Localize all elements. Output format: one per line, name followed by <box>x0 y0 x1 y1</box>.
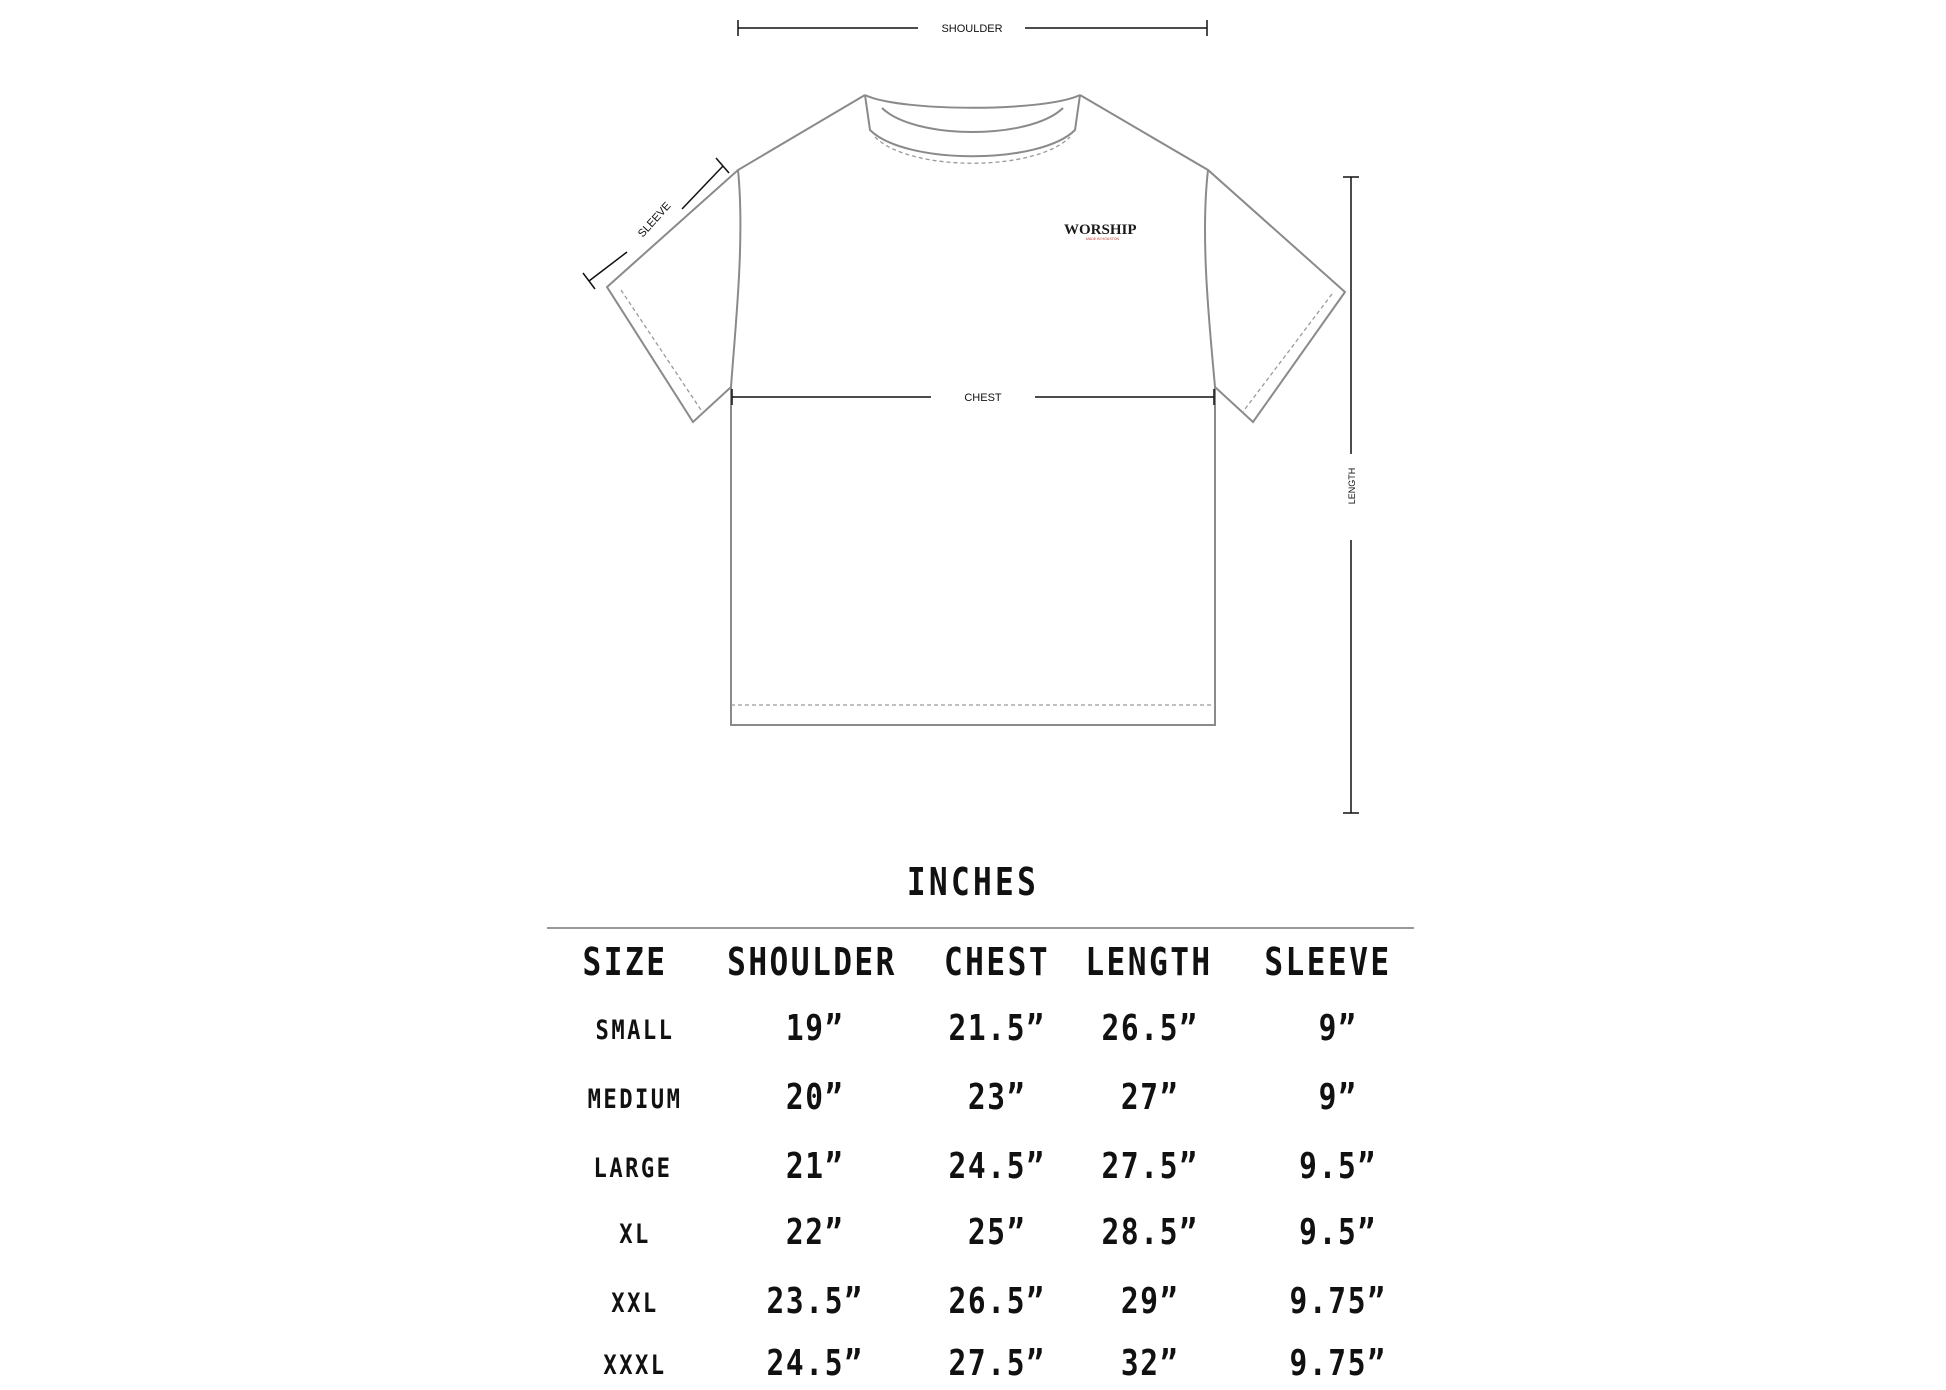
row-chest: 25” <box>967 1212 1027 1253</box>
header-sleeve: SLEEVE <box>1264 940 1392 984</box>
row-chest: 23” <box>967 1077 1027 1118</box>
row-sleeve: 9” <box>1318 1077 1358 1118</box>
row-sleeve: 9” <box>1318 1008 1358 1049</box>
table-divider <box>547 927 1414 929</box>
row-length: 32” <box>1120 1343 1180 1384</box>
length-label: LENGTH <box>1347 467 1357 505</box>
tshirt-outline <box>607 95 1345 725</box>
chest-label: CHEST <box>964 392 1002 404</box>
row-length: 28.5” <box>1101 1212 1199 1253</box>
row-chest: 24.5” <box>948 1146 1046 1187</box>
header-length: LENGTH <box>1085 940 1213 984</box>
row-shoulder: 20” <box>785 1077 845 1118</box>
unit-title: INCHES <box>906 860 1040 904</box>
logo-text: WORSHIP <box>1064 222 1137 238</box>
sleeve-label: SLEEVE <box>635 200 674 240</box>
row-shoulder: 23.5” <box>766 1281 864 1322</box>
header-chest: CHEST <box>943 940 1051 984</box>
row-size: SMALL <box>595 1015 675 1046</box>
row-size: XXL <box>611 1288 659 1319</box>
row-size: XL <box>619 1219 651 1250</box>
row-shoulder: 21” <box>785 1146 845 1187</box>
row-length: 29” <box>1120 1281 1180 1322</box>
row-chest: 21.5” <box>948 1008 1046 1049</box>
row-chest: 27.5” <box>948 1343 1046 1384</box>
row-sleeve: 9.75” <box>1289 1281 1387 1322</box>
header-size: SIZE <box>582 940 668 984</box>
row-sleeve: 9.5” <box>1299 1146 1377 1187</box>
row-size: LARGE <box>593 1153 673 1184</box>
row-shoulder: 19” <box>785 1008 845 1049</box>
brand-logo <box>1064 222 1137 241</box>
row-sleeve: 9.5” <box>1299 1212 1377 1253</box>
row-sleeve: 9.75” <box>1289 1343 1387 1384</box>
row-length: 27” <box>1120 1077 1180 1118</box>
row-shoulder: 22” <box>785 1212 845 1253</box>
row-chest: 26.5” <box>948 1281 1046 1322</box>
shoulder-label: SHOULDER <box>941 23 1003 35</box>
row-size: XXXL <box>603 1350 667 1381</box>
row-shoulder: 24.5” <box>766 1343 864 1384</box>
row-length: 26.5” <box>1101 1008 1199 1049</box>
header-shoulder: SHOULDER <box>727 940 897 984</box>
row-size: MEDIUM <box>587 1084 683 1115</box>
row-length: 27.5” <box>1101 1146 1199 1187</box>
logo-subtext: MADE IN HOUSTON <box>1086 237 1119 241</box>
tshirt-stitching <box>621 137 1332 705</box>
